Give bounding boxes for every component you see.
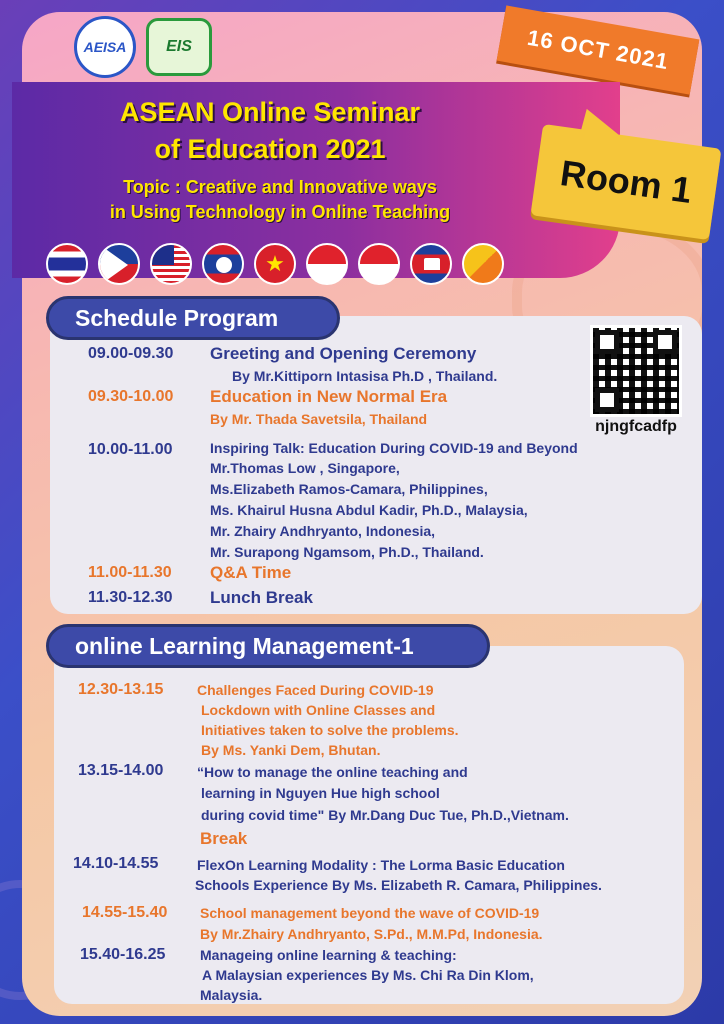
- olm-line: By Mr.Zhairy Andhryanto, S.Pd., M.M.Pd, Indonesia.: [200, 926, 543, 942]
- schedule-speaker: Mr. Zhairy Andhryanto, Indonesia,: [210, 523, 436, 539]
- vietnam-flag-icon: ★: [254, 243, 296, 285]
- schedule-title: Lunch Break: [210, 588, 313, 607]
- topic-line-1: Topic : Creative and Innovative ways: [123, 177, 437, 197]
- laos-flag-icon: [202, 243, 244, 285]
- schedule-title: Greeting and Opening Ceremony: [210, 344, 477, 363]
- olm-line: Malaysia.: [200, 987, 263, 1003]
- olm-line: School management beyond the wave of COVID-19: [200, 905, 540, 921]
- schedule-speaker: By Mr.Kittiporn Intasisa Ph.D , Thailand.: [232, 368, 498, 384]
- room-badge: Room 1: [530, 124, 721, 240]
- title-line-1: ASEAN Online Seminar: [119, 97, 421, 127]
- olm-line: Lockdown with Online Classes and: [201, 702, 436, 718]
- olm-line: Schools Experience By Ms. Elizabeth R. Camara, Philippines.: [195, 877, 602, 893]
- philippines-flag-icon: [98, 243, 140, 285]
- seminar-topic: [30, 175, 530, 225]
- schedule-time: 11.00-11.30: [88, 564, 172, 581]
- bhutan-flag-icon: [462, 243, 504, 285]
- malaysia-flag-icon: [150, 243, 192, 285]
- olm-time: 15.40-16.25: [80, 946, 166, 963]
- indonesia-flag-icon: [358, 243, 400, 285]
- schedule-speaker: Mr. Surapong Ngamsom, Ph.D., Thailand.: [210, 544, 484, 560]
- schedule-title: Q&A Time: [210, 563, 292, 582]
- schedule-time: 09.00-09.30: [88, 345, 174, 362]
- eis-logo: EIS: [146, 18, 212, 76]
- singapore-flag-icon: [306, 243, 348, 285]
- date-ribbon: 16 OCT 2021: [497, 5, 700, 94]
- olm-line: FlexOn Learning Modality : The Lorma Basic Education: [197, 857, 565, 873]
- qr-code-icon: [590, 325, 682, 417]
- olm-line: Challenges Faced During COVID-19: [197, 682, 434, 698]
- olm-line: “How to manage the online teaching and: [197, 764, 468, 780]
- schedule-speaker: Ms.Elizabeth Ramos-Camara, Philippines,: [210, 481, 488, 497]
- olm-tab: online Learning Management-1: [46, 624, 490, 668]
- qr-code-label: njngfcadfp: [595, 418, 677, 435]
- schedule-speaker: By Mr. Thada Savetsila, Thailand: [210, 411, 428, 427]
- olm-time: 12.30-13.15: [78, 681, 164, 698]
- olm-line: during covid time" By Mr.Dang Duc Tue, Ph.D.,Vietnam.: [201, 807, 569, 823]
- topic-line-2: in Using Technology in Online Teaching: [109, 202, 451, 222]
- schedule-title: Education in New Normal Era: [210, 387, 448, 406]
- seminar-title: [40, 94, 500, 168]
- schedule-time: 11.30-12.30: [88, 589, 173, 606]
- olm-line: Initiatives taken to solve the problems.: [201, 722, 459, 738]
- olm-line: By Ms. Yanki Dem, Bhutan.: [201, 742, 381, 758]
- schedule-time: 09.30-10.00: [88, 388, 174, 405]
- olm-line: Manageing online learning & teaching:: [200, 947, 457, 963]
- olm-line: learning in Nguyen Hue high school: [201, 785, 440, 801]
- schedule-speaker: Mr.Thomas Low , Singapore,: [210, 460, 400, 476]
- olm-time: 13.15-14.00: [78, 762, 164, 779]
- olm-break: Break: [200, 829, 248, 848]
- olm-line: A Malaysian experiences By Ms. Chi Ra Din Klom,: [202, 967, 534, 983]
- country-flags: [46, 243, 504, 285]
- title-line-2: of Education 2021: [154, 134, 386, 164]
- cambodia-flag-icon: [410, 243, 452, 285]
- thailand-flag-icon: [46, 243, 88, 285]
- schedule-speaker: Ms. Khairul Husna Abdul Kadir, Ph.D., Malaysia,: [210, 502, 528, 518]
- olm-time: 14.10-14.55: [73, 855, 159, 872]
- schedule-time: 10.00-11.00: [88, 441, 173, 458]
- schedule-program-tab: Schedule Program: [46, 296, 340, 340]
- aeisa-logo: AEISA: [74, 16, 136, 78]
- schedule-title: Inspiring Talk: Education During COVID-19 and Beyond: [210, 440, 578, 456]
- olm-time: 14.55-15.40: [82, 904, 168, 921]
